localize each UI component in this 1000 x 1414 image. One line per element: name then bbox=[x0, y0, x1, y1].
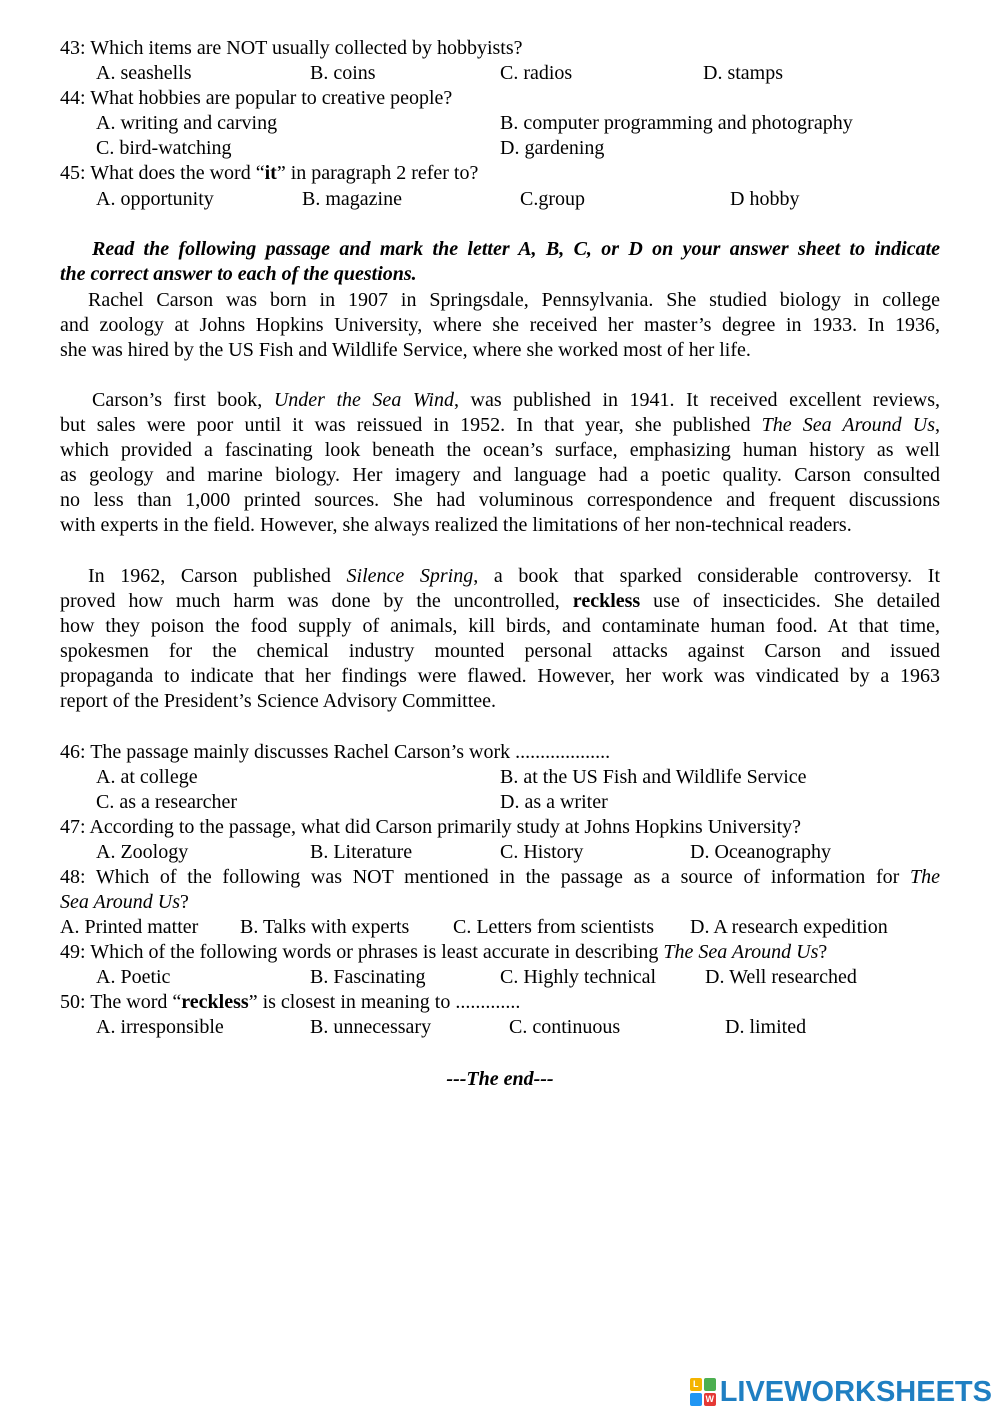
q45-stem-before: 45: What does the word “ bbox=[60, 162, 265, 184]
liveworksheets-logo[interactable] bbox=[690, 1376, 992, 1408]
q48-option-d[interactable]: D. A research expedition bbox=[690, 916, 888, 938]
passage-p2-line-2 bbox=[60, 413, 940, 438]
q47-option-d[interactable]: D. Oceanography bbox=[690, 841, 832, 863]
q50-option-c[interactable]: C. continuous bbox=[509, 1016, 621, 1038]
q46-option-a[interactable]: A. at college bbox=[96, 766, 198, 788]
q45-option-c[interactable]: C.group bbox=[520, 188, 585, 210]
book-title-under-the-sea-wind: Under the Sea Wind bbox=[273, 389, 454, 411]
p2-l1-a: Carson’s first book, bbox=[92, 389, 274, 411]
q48-stem-line-2 bbox=[60, 890, 189, 915]
q50-option-a[interactable]: A. irresponsible bbox=[96, 1016, 224, 1038]
q43-option-a[interactable]: A. seashells bbox=[96, 62, 192, 84]
instruction-line-2: the correct answer to each of the questions. bbox=[60, 263, 417, 285]
q49-stem-a: 49: Which of the following words or phrases is least accurate in describing bbox=[60, 941, 664, 963]
passage-p2-line-3: which provided a fascinating look beneath the ocean’s surface, emphasizing human history as well bbox=[60, 439, 940, 461]
passage-p2-line-6: with experts in the field. However, she always realized the limitations of her non-technical readers. bbox=[60, 514, 852, 536]
q49-stem-title: The Sea Around Us bbox=[663, 941, 819, 963]
q44-option-b[interactable]: B. computer programming and photography bbox=[500, 112, 853, 134]
q49-option-c[interactable]: C. Highly technical bbox=[500, 966, 657, 988]
q50-option-d[interactable]: D. limited bbox=[725, 1016, 807, 1038]
brand-icon-letter-l: L bbox=[690, 1378, 702, 1391]
q43-option-d[interactable]: D. stamps bbox=[703, 62, 783, 84]
q43-option-c[interactable]: C. radios bbox=[500, 62, 573, 84]
q49-option-a[interactable]: A. Poetic bbox=[96, 966, 171, 988]
p2-l2-b: , bbox=[935, 414, 941, 436]
the-end-label: ---The end--- bbox=[446, 1068, 554, 1090]
q44-option-c[interactable]: C. bird-watching bbox=[96, 137, 232, 159]
passage-p1-line-3: she was hired by the US Fish and Wildlife Service, where she worked most of her life. bbox=[60, 339, 751, 361]
q49-stem bbox=[60, 940, 827, 965]
brand-icon-cell-blue bbox=[690, 1393, 702, 1406]
q49-option-d[interactable]: D. Well researched bbox=[705, 966, 857, 988]
brand-icon bbox=[690, 1378, 716, 1406]
passage-p2-line-1 bbox=[92, 388, 940, 413]
q45-stem bbox=[60, 161, 478, 186]
instruction-line-1: Read the following passage and mark the letter A, B, C, or D on your answer sheet to indicate bbox=[92, 238, 940, 260]
q45-stem-after: ” in paragraph 2 refer to? bbox=[276, 162, 479, 184]
passage-p3-line-5: propaganda to indicate that her findings were flawed. However, her work was vindicated by a 1963 bbox=[60, 665, 940, 687]
passage-p1-line-2: and zoology at Johns Hopkins University, where she received her master’s degree in 1933. In 1936, bbox=[60, 314, 940, 336]
q48-stem-title-2: Sea Around Us bbox=[60, 891, 180, 913]
brand-icon-cell-green bbox=[704, 1378, 716, 1391]
p2-l2-a: but sales were poor until it was reissued in 1952. In that year, she published bbox=[60, 414, 762, 436]
q48-stem-title-1: The bbox=[910, 866, 940, 888]
q48-option-c[interactable]: C. Letters from scientists bbox=[453, 916, 655, 938]
q47-option-a[interactable]: A. Zoology bbox=[96, 841, 189, 863]
q49-stem-b: ? bbox=[818, 941, 828, 963]
brand-text: LIVEWORKSHEETS bbox=[719, 1375, 992, 1408]
q45-option-d[interactable]: D hobby bbox=[730, 188, 800, 210]
q47-stem: 47: According to the passage, what did Carson primarily study at Johns Hopkins University? bbox=[60, 816, 802, 838]
q45-option-a[interactable]: A. opportunity bbox=[96, 188, 214, 210]
q44-option-d[interactable]: D. gardening bbox=[500, 137, 605, 159]
q50-stem bbox=[60, 990, 520, 1015]
p3-l1-a: In 1962, Carson published bbox=[88, 565, 347, 587]
q50-stem-word: reckless bbox=[181, 991, 249, 1013]
keyword-reckless: reckless bbox=[572, 590, 641, 612]
passage-p3-line-6: report of the President’s Science Advisory Committee. bbox=[60, 690, 497, 712]
q50-option-b[interactable]: B. unnecessary bbox=[310, 1016, 432, 1038]
q45-option-b[interactable]: B. magazine bbox=[302, 188, 402, 210]
p3-l1-b: , a book that sparked considerable controversy. It bbox=[473, 565, 940, 587]
brand-icon-letter-w: W bbox=[705, 1394, 714, 1404]
q48-stem-line-1 bbox=[60, 865, 940, 890]
p3-l2-b: use of insecticides. She detailed bbox=[640, 590, 941, 612]
q48-stem-b: ? bbox=[180, 891, 189, 913]
q48-option-a[interactable]: A. Printed matter bbox=[60, 916, 199, 938]
q50-stem-a: 50: The word “ bbox=[60, 991, 182, 1013]
passage-p3-line-1 bbox=[88, 564, 940, 589]
q49-option-b[interactable]: B. Fascinating bbox=[310, 966, 426, 988]
q46-option-c[interactable]: C. as a researcher bbox=[96, 791, 238, 813]
book-title-the-sea-around-us: The Sea Around Us bbox=[761, 414, 936, 436]
passage-p2-line-4: as geology and marine biology. Her imagery and language had a poetic quality. Carson consulted bbox=[60, 464, 940, 486]
q44-option-a[interactable]: A. writing and carving bbox=[96, 112, 278, 134]
p3-l2-a: proved how much harm was done by the uncontrolled, bbox=[60, 590, 573, 612]
q47-option-c[interactable]: C. History bbox=[500, 841, 584, 863]
q43-option-b[interactable]: B. coins bbox=[310, 62, 376, 84]
passage-p3-line-4: spokesmen for the chemical industry mounted personal attacks against Carson and issued bbox=[60, 640, 940, 662]
q46-stem: 46: The passage mainly discusses Rachel Carson’s work ................... bbox=[60, 741, 611, 763]
p2-l1-b: , was published in 1941. It received excellent reviews, bbox=[453, 389, 941, 411]
q47-option-b[interactable]: B. Literature bbox=[310, 841, 413, 863]
q50-stem-b: ” is closest in meaning to ............. bbox=[248, 991, 521, 1013]
passage-p2-line-5: no less than 1,000 printed sources. She had voluminous correspondence and frequent discussions bbox=[60, 489, 940, 511]
q48-stem-a: 48: Which of the following was NOT mentioned in the passage as a source of information for bbox=[60, 866, 910, 888]
q45-stem-word: it bbox=[264, 162, 277, 184]
q46-option-d[interactable]: D. as a writer bbox=[500, 791, 608, 813]
passage-p3-line-3: how they poison the food supply of animals, kill birds, and contaminate human food. At that time, bbox=[60, 615, 940, 637]
passage-p1-line-1: Rachel Carson was born in 1907 in Springsdale, Pennsylvania. She studied biology in college bbox=[88, 289, 940, 311]
q48-option-b[interactable]: B. Talks with experts bbox=[240, 916, 410, 938]
passage-p3-line-2 bbox=[60, 589, 940, 614]
q43-stem: 43: Which items are NOT usually collected by hobbyists? bbox=[60, 37, 523, 59]
q44-stem: 44: What hobbies are popular to creative people? bbox=[60, 87, 453, 109]
q46-option-b[interactable]: B. at the US Fish and Wildlife Service bbox=[500, 766, 807, 788]
book-title-silence-spring: Silence Spring bbox=[346, 565, 474, 587]
